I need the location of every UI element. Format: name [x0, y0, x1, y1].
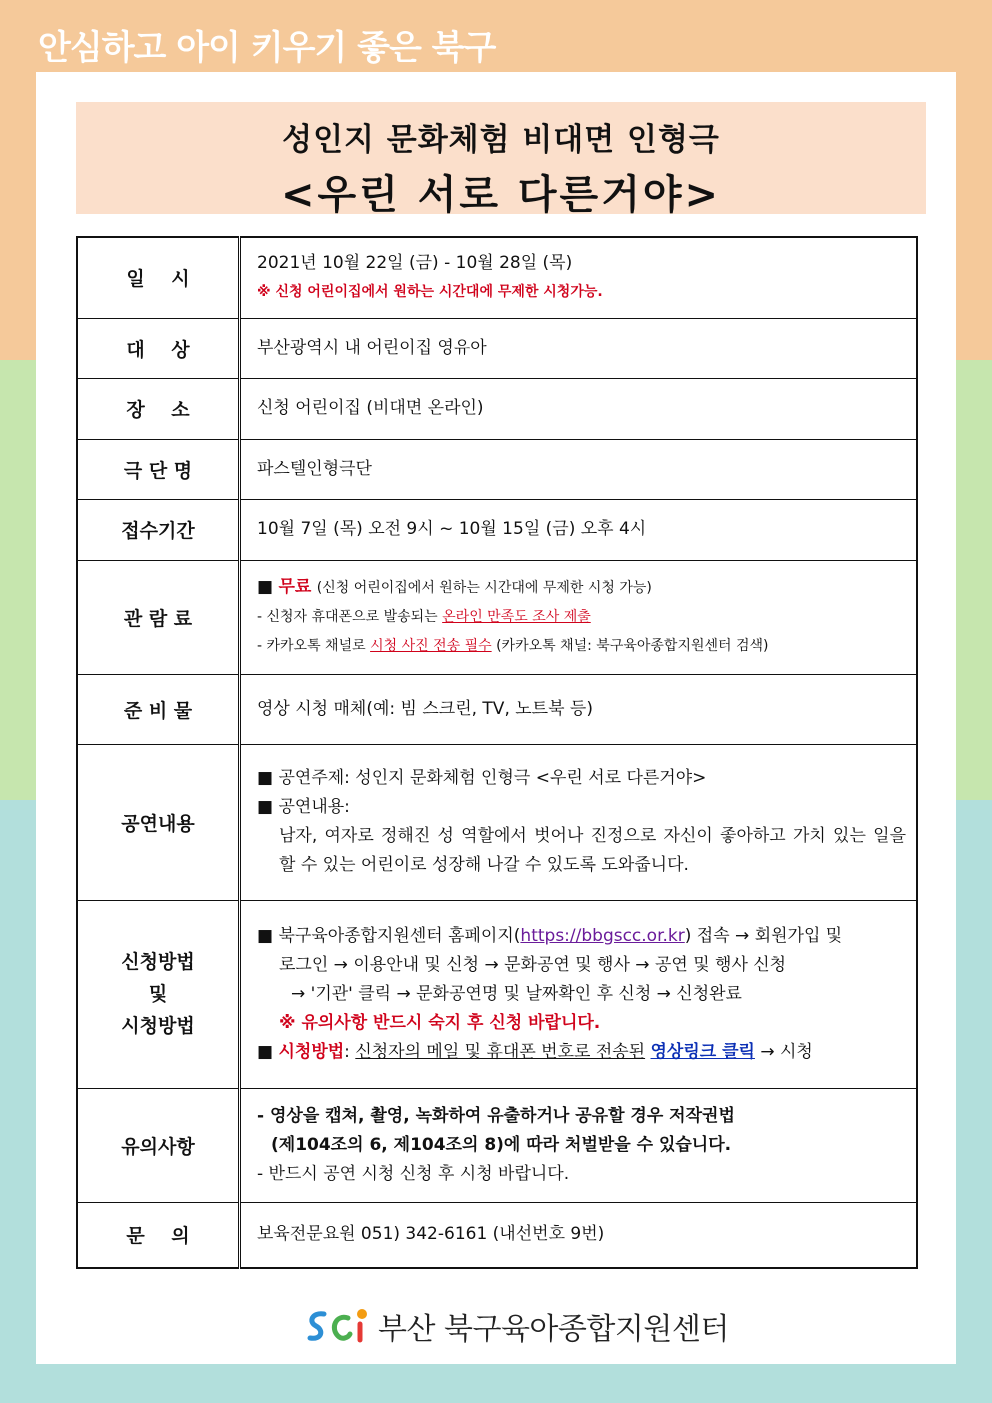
title-line-2: <우린 서로 다른거야>	[280, 172, 721, 218]
footer	[304, 1304, 729, 1348]
watch-method-colon: :	[344, 1041, 350, 1062]
row-schedule	[77, 237, 917, 318]
apply-caution-note: ※ 유의사항 반드시 숙지 후 신청 바랍니다.	[279, 1012, 601, 1033]
label-caution: 유의사항	[77, 1088, 240, 1202]
info-table	[76, 236, 918, 1269]
label-schedule: 일 시	[77, 237, 240, 318]
fee-line-2-text: - 신청자 휴대폰으로 발송되는	[257, 609, 438, 625]
content-topic	[257, 764, 906, 793]
row-fee	[77, 560, 917, 674]
row-place	[77, 378, 917, 439]
content-caution	[240, 1088, 918, 1202]
label-inquiry: 문 의	[77, 1202, 240, 1268]
bullet-icon: ■	[257, 1041, 274, 1062]
label-apply-line-3: 시청방법	[121, 1015, 195, 1037]
label-fee: 관 람 료	[77, 560, 240, 674]
flyer-card	[36, 72, 956, 1364]
apply-line-1-post: ) 접속 → 회원가입 및	[684, 925, 843, 946]
content-troupe: 파스텔인형극단	[240, 439, 918, 499]
content-place: 신청 어린이집 (비대면 온라인)	[240, 378, 918, 439]
content-desc-heading	[257, 793, 906, 822]
apply-line-5	[257, 1038, 906, 1067]
row-period	[77, 499, 917, 560]
title-box	[76, 102, 926, 218]
row-caution	[77, 1088, 917, 1202]
row-prep	[77, 674, 917, 744]
label-apply-line-2: 및	[148, 983, 168, 1005]
fee-line-2	[257, 603, 906, 632]
content-inquiry: 보육전문요원 051) 342-6161 (내선번호 9번)	[240, 1202, 918, 1268]
content-topic-text: 공연주제: 성인지 문화체험 인형극 <우린 서로 다른거야>	[278, 768, 707, 788]
content-prep: 영상 시청 매체(예: 빔 스크린, TV, 노트북 등)	[240, 674, 918, 744]
content-fee	[240, 560, 918, 674]
row-troupe	[77, 439, 917, 499]
content-performance	[240, 744, 918, 900]
row-content	[77, 744, 917, 900]
title-line-1: 성인지 문화체험 비대면 인형극	[282, 122, 720, 158]
fee-photo-emphasis: 시청 사진 전송 필수	[370, 638, 492, 654]
schedule-text: 2021년 10월 22일 (금) - 10월 28일 (목)	[257, 252, 573, 273]
label-prep: 준 비 물	[77, 674, 240, 744]
fee-line-3-text: - 카카오톡 채널로	[257, 638, 366, 654]
content-period: 10월 7일 (목) 오전 9시 ~ 10월 15일 (금) 오후 4시	[240, 499, 918, 560]
watch-method-text: 신청자의 메일 및 휴대폰 번호로 전송된	[355, 1041, 646, 1062]
apply-line-3: → '기관' 클릭 → 문화공연명 및 날짜확인 후 신청 → 신청완료	[291, 983, 742, 1004]
content-apply	[240, 900, 918, 1088]
apply-line-1	[257, 922, 906, 951]
center-logo-icon	[304, 1304, 372, 1348]
bullet-icon: ■	[257, 768, 274, 788]
label-troupe: 극 단 명	[77, 439, 240, 499]
label-place: 장 소	[77, 378, 240, 439]
content-schedule	[240, 237, 918, 318]
caution-line-3: - 반드시 공연 시청 신청 후 시청 바랍니다.	[257, 1163, 570, 1184]
video-link-click[interactable]: 영상링크 클릭	[650, 1041, 755, 1062]
footer-org-name: 부산 북구육아종합지원센터	[378, 1312, 729, 1347]
fee-line-1	[257, 573, 906, 603]
label-apply	[77, 900, 240, 1088]
watch-method-label: 시청방법	[278, 1041, 345, 1062]
watch-method-post: → 시청	[760, 1041, 813, 1062]
content-desc-label: 공연내용:	[278, 797, 350, 817]
row-target	[77, 318, 917, 378]
fee-free-note: (신청 어린이집에서 원하는 시간대에 무제한 시청 가능)	[316, 580, 652, 596]
content-target: 부산광역시 내 어린이집 영유아	[240, 318, 918, 378]
fee-kakao-note: (카카오톡 채널: 북구육아종합지원센터 검색)	[496, 638, 769, 654]
content-description: 남자, 여자로 정해진 성 역할에서 벗어나 진정으로 자신이 좋아하고 가치 있는 일을 할 수 있는 어린이로 성장해 나갈 수 있도록 도와줍니다.	[279, 826, 906, 875]
apply-line-2: 로그인 → 이용안내 및 신청 → 문화공연 및 행사 → 공연 및 행사 신청	[279, 954, 787, 975]
apply-line-1-pre: 북구육아종합지원센터 홈페이지(	[278, 925, 521, 946]
fee-free: 무료	[278, 577, 312, 597]
label-period: 접수기간	[77, 499, 240, 560]
label-apply-line-1: 신청방법	[121, 951, 195, 973]
caution-line-2: (제104조의 6, 제104조의 8)에 따라 처벌받을 수 있습니다.	[271, 1134, 732, 1155]
row-inquiry	[77, 1202, 917, 1268]
bullet-icon: ■	[257, 925, 274, 946]
row-apply	[77, 900, 917, 1088]
slogan: 안심하고 아이 키우기 좋은 북구	[38, 28, 496, 68]
homepage-link[interactable]: https://bbgscc.or.kr	[520, 925, 685, 946]
schedule-note: ※ 신청 어린이집에서 원하는 시간대에 무제한 시청가능.	[257, 283, 603, 300]
fee-survey-emphasis: 온라인 만족도 조사 제출	[442, 609, 591, 625]
caution-line-1: - 영상을 캡쳐, 촬영, 녹화하여 유출하거나 공유할 경우 저작권법	[257, 1105, 735, 1126]
label-target: 대 상	[77, 318, 240, 378]
fee-line-3	[257, 632, 906, 661]
bullet-icon: ■	[257, 577, 274, 597]
bullet-icon: ■	[257, 797, 274, 817]
label-content: 공연내용	[77, 744, 240, 900]
